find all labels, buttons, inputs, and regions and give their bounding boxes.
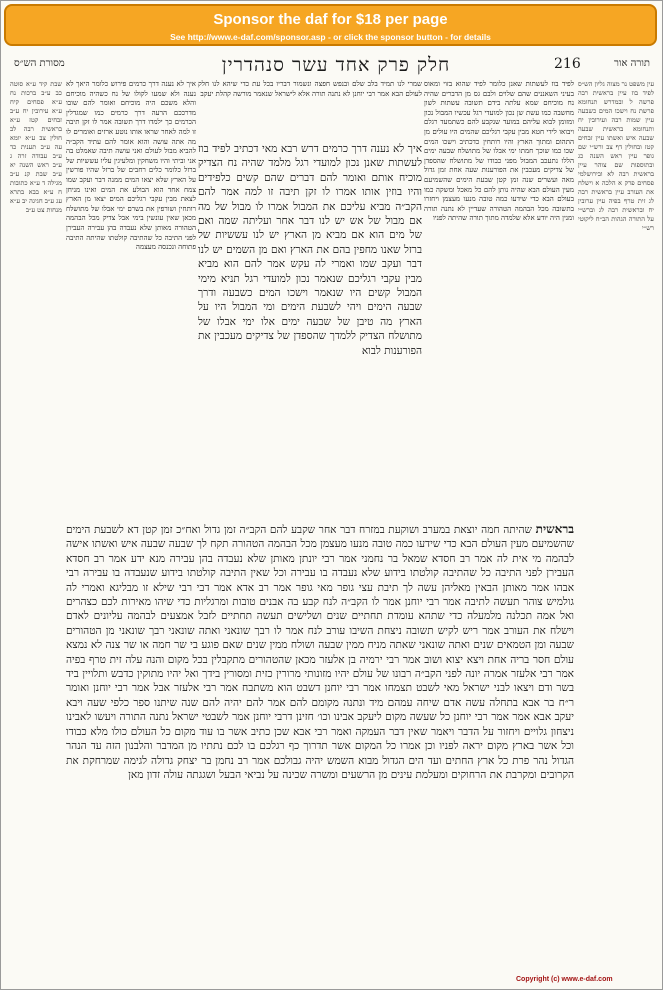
page-number: 216 xyxy=(554,56,581,72)
tosafot-commentary: איך לא נענה דרך כרמים פירוש כלומר היאך לא נענה ולא שמעו לקולו של נח כשהיה מוכיחם והלא משכם היה מוכיחם ואומר להם שובו מדרככם הרעה דרך כרמים כמו שמגדלין הכרמים כך ילמדו דרך תשובה אמר לו זקן תיבה זו למה לאחר שראו אותו נוטע ארזים ואומרים לו מה אתה עושה והוא אומר להם עתיד הקב״ה להביא מבול לעולם ואני עושה תיבה שאמלט בה אני וביתי והיו משחקין ומלעיגין עליו עששיות של ברזל כלומר כלים רחבים של ברזל שהיו פורשין על הארץ שלא יצאו המים ממנה דבר ועקב שמו צמח אחד הוא הבולע את המים ואינו מניחן לצאת מבין עקבי רגליכם המים יצאו מן הארץ רותחין ושורפין את בשרם ימי אבלו של מתושלח מכאן שאין עונשין בימי אבל צדיק מכל הבהמה הטהורה מאותן שלא נעבדה בהן עבירה העבירן לפני התיבה כל שהתיבה קולטתו שהיתה התיבה פתוחה ונכנסה מעצמה xyxy=(66,80,196,252)
gemara-column: איך לא נענה דרך כרמים דרש רבא מאי דכתיב לפיד בוז לעשתות שאנן נכון למועדי רגל מלמד שהיה נח הצדיק מוכיח אותם ואומר להם דברים שהם קשים כלפידים והיו בוזין אותו אמרו לו זקן תיבה זו למה אמר להם הקב״ה מביא עליכם את המבול אמרו לו מבול של מה אם מבול של אש יש לנו דבר אחר ועליתה שמה ואם של מים הוא אם מביא מן הארץ יש לנו עששיות של ברזל שאנו מחפין בהם את הארץ ואם מן השמים יש לנו דבר ועקב שמו ואמרי לה עקש אמר להם הוא מביא מבין עקבי רגליכם שנאמר נכון למועדי רגל תניא מימי המבול קשים היו שנאמר וישכו המים כשבעה ודרך שבעה הימים ויהי לשבעת הימים ומי המבול היו על הארץ מה טיבן של שבעה ימים אלו ימי אבלו של מתושלח הצדיק ללמדך שהספדן של צדיקים מעכבין את הפורענות לבוא xyxy=(198,143,422,357)
gemara-bottom-text: שהיתה חמה יוצאת במערב ושוקעת במזרח דבר אחר שקבע להם הקב״ה זמן גדול ואח״כ זמן קטן דא לשבעת הימים שהשמיעם מעין העולם הבא כדי שידעו כמה טובה מנעו מעצמן מכל הבהמה הטהורה תקח לך שבעה שבעה איש ואשתו אישה לבהמה מי אית לה אמר רב חסדא שמאל בר נחמני אמר רבי יונתן מאותן שלא נעבדה בהן עבירה מנא ידע אמר רב חסדא העבירן לפני התיבה כל שהתיבה קולטתו בידוע שלא נעבדה בו עבירה וכל שאין התיבה קולטתו בידוע שנעבדה בו עבירה רבי אבהו אמר מאותן הבאין מאליהן עשה לך תיבת עצי גופר מאי גופר אמר רב אדא אמר דבי רבי שילא זו מבליגא ואמרי לה גולמיש צוהר תעשה לתיבה אמר רבי יוחנן אמר לו הקב״ה לנח קבע בה אבנים טובות ומרגליות כדי שיהו מאירות לכם כצהרים ואל אמה תכלנה מלמעלה כדי שתהא עומדת תחתיים שנים ושלישים תעשה תחתיים לזבל אמצעים לבהמה עליונים לאדם וישלח את העורב אמר ריש לקיש תשובה ניצחת השיבו עורב לנח אמר לו רבך שונאני ואתה שונאני רבך שונאני מן הטהורים שבעה ומן הטמאים שנים ואתה שונאני שאתה מניח ממין שבעה ושולח ממין שנים שאם פוגע בי שר חמה או שר צנה לא נמצא עולם חסר בריה אחת ויצא יצוא ושוב אמר רבי ירמיה בן אלעזר מכאן שהטהורים מתקבלין בכל מקום והנה עלה זית טרף בפיה אמר רבי אלעזר אמרה יונה לפני הקב״ה רבונו של עולם יהיו מזונותי מרורין כזית ומסורין בידך ואל יהיו מתוקין כדבש ותלויין ביד בשר ודם ויצאו לבני ישראל מאי לשבט תצמחו אמר רבי יוחנן דשבט הוא משתבח אמר רבי אלעזר אבל אמר רבי יוחנן ואומר ר״ח בר אבא בתחלה עשה אדם שיחה עמהם מיד ונתנה מקומם להם אמר להם יהיה להם שנה שיתנו ספר כלפי שעה ויבא יעקב אבא אמר אמר רבי יוחנן כל שעשה מקום ליעקב אבינו וכו׳ חזינן דרבי יוחנן אמר לשבטי ישראל נתנה התורה ויעשו לאבינו ניצחון גלויים ויחזור על הדבר ויאמר שאין דבר העמקה ואמר רבי אבא שכן כתיב אשר בו עוד מקום כל העולם כולו מלא כבודו וכל אשר בארץ מקום יראה לפניו וכן אמרו כל המקום אשר תדרוך כף רגלכם בו לכם נתתיו מן המדבר והלבנון הזה עד הנהר הגדול נהר פרת כל ארץ החתים ועד הים הגדול מבוא השמש יהיה גבולכם אמר רב נחמן בר יצחק גדולה לגימה שמרחקת את הקרובים ומקרבת את הרחוקים ומעלמת עינים מן הרשעים ומשרה שכינה על נביאי הבעל ושגגתה עולה זדון מאן xyxy=(66,524,574,781)
sponsor-banner[interactable] xyxy=(4,4,657,46)
page-title: חלק פרק אחד עשר סנהדרין xyxy=(221,54,451,76)
header-left-label: מסורת הש״ס xyxy=(14,58,65,69)
sponsor-banner-link[interactable]: See http://www.e-daf.com/sponsor.asp - or click the sponsor button - for details xyxy=(170,32,491,42)
rashi-commentary: לפיד בוז לעשתות שאנן כלומר לפיד שהוא בזוי ומאוס בעיני השאננים שהם שלוים ולבם גס מן הדברים שהיה נח מוכיחם שמא עלתה בידם תשובה עשתות לשון מחשבה כמו עשת שן נכון למועדי רגל עכשיו המבול נכון ומזומן לבוא עליהם במועד שנקבע להם כשתמעד רגלם ויבואו לידי חטא מבין עקבי רגליכם שהמים היו עולים מן התהום ומתוך הארץ והיו רותחין כדכתיב וישכו המים שכו כמו שוכך חמתו ימי אבלו של מתושלח שבעה ימים הללו נתעכב המבול מפני כבודו של מתושלח שהספדן של צדיקים מעכבין את הפורענות שעה אחת זמן גדול מאה ועשרים שנה זמן קטן שבעת הימים שהשמיעם מעין העולם הבא שהיה נותן להם כל מאכל ומשקה כמו בעולם הבא כדי שידעו כמה טובה מנעו מעצמן ויחזרו בתשובה מכל הבהמה הטהורה שעדיין לא נתנה תורה ומנין היה יודע אלא שלמדה מתוך תורה שהיתה לפניו xyxy=(424,80,574,223)
lead-word: בראשית xyxy=(535,522,574,536)
main-text-top-block: שמרי לנו תמיד בלב שלם ובנפש חפצה ונשמור דבריו בכל עת כדי שיהא לנו חלק לעולם הבא אמר רבי יוחנן לא נתנה תורה אלא לישראל שנאמר מורשה קהלת יעקב xyxy=(198,80,422,98)
header-right-label: תורה אור xyxy=(614,58,650,69)
left-margin-references: שבת קיד ע״א סוטה כב ע״ב ברכות נח ע״א פסחים קיח ע״א עירובין יח ע״ב זבחים קטז ע״א בראשית רבה לב חולין צב ע״א יומא עה ע״ב תענית כד ע״ב עבודה זרה ג ע״ב ראש השנה יא ע״ב שבת קנ ע״ב מגילה ד ע״א כתובות ח ע״א בבא בתרא עג ע״ב חגיגה יב ע״א מנחות צט ע״ב xyxy=(10,80,62,214)
gemara-bottom-block xyxy=(66,522,574,977)
copyright-notice[interactable]: Copyright (c) www.e-daf.com xyxy=(516,976,613,983)
talmud-page xyxy=(6,52,657,972)
sponsor-banner-title[interactable]: Sponsor the daf for $18 per page xyxy=(213,11,448,28)
right-margin-notes: עין משפט נר מצוה גליון הש״ס לפיד בוז עיין בראשית רבה פרשה ל ובמדרש תנחומא פרשת נח וישכו המים כשבעה עיין שמות רבה ועירובין יח ותנחומא בראשית שבעה שבעה איש ואשתו עיין זבחים קטז ובחולין דף צב ורש״י שם גופר עיין ראש השנה כג ובתוספות שם צוהר עיין בראשית רבה לא ובירושלמי פסחים פרק א הלכה א וישלח את העורב עיין בראשית רבה לג זית טרף בפיה עיין ערובין יח ובראשית רבה לג וברש״י על התורה הגהות הב״ח ליקוטי רש״י xyxy=(578,80,654,232)
